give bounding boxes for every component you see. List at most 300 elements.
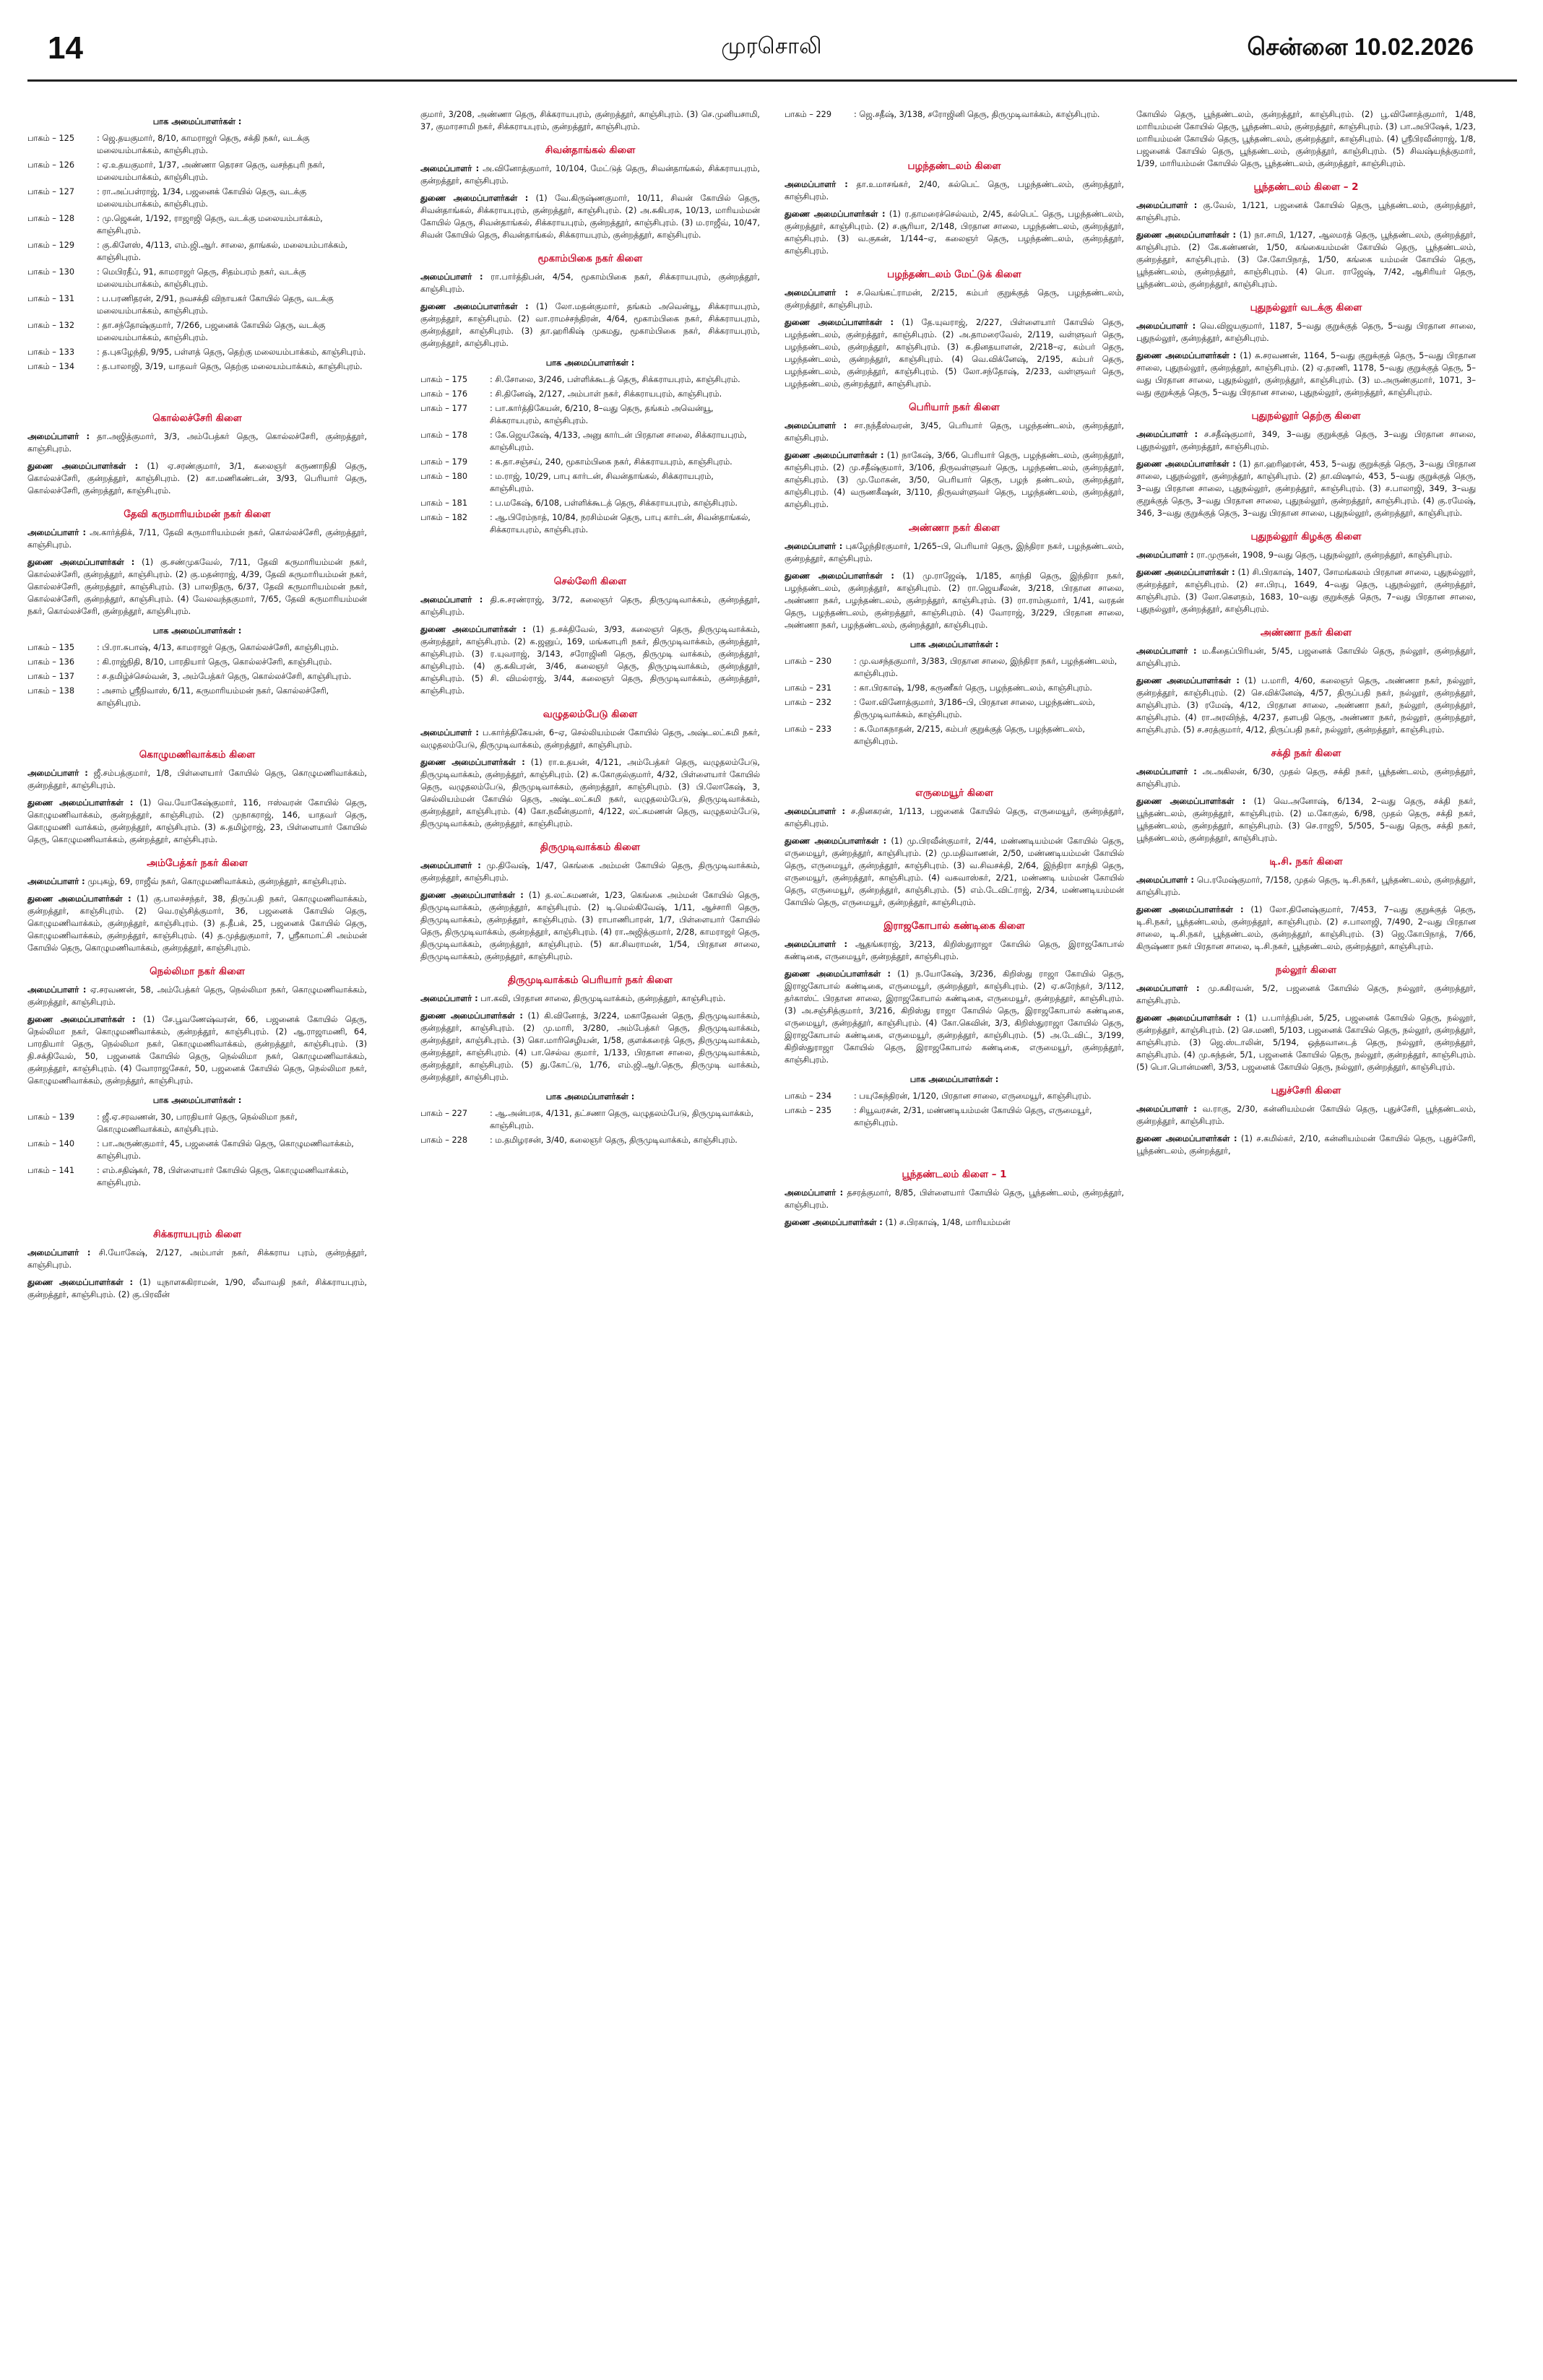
member-entry bbox=[1136, 874, 1476, 899]
booth-entry: : க.மோகநாதன், 2/215, கம்பர் குறுக்குத் தெரு, பழந்தண்டலம், காஞ்சிபுரம். bbox=[854, 724, 1085, 746]
booth-row bbox=[27, 212, 367, 237]
role-label: துணை அமைப்பாளர்கள் : bbox=[27, 798, 134, 808]
booth-entry: : மெபிரதீப், 91, காமராஜர் தெரு, சிதம்பரம் நகர், வடக்கு மலையம்பாக்கம், காஞ்சிபுரம். bbox=[97, 267, 306, 289]
entry-text: சா.நந்தீஸ்வரன், 3/45, பெரியார் தெரு, பழந்தண்டலம், குன்றத்தூர், காஞ்சிபுரம். bbox=[785, 421, 1124, 443]
booth-number: பாகம் – 133 bbox=[27, 347, 75, 357]
subsection-heading: பாக அமைப்பாளர்கள் : bbox=[152, 1096, 242, 1105]
booth-number: பாகம் – 233 bbox=[785, 724, 832, 734]
member-entry bbox=[27, 875, 367, 888]
booth-row bbox=[785, 696, 1124, 721]
branch-heading: பழந்தண்டலம் மேட்டுக் கிளை bbox=[887, 269, 1021, 280]
branch-heading: பெரியார் நகர் கிளை bbox=[909, 402, 1000, 413]
entry-text: மு.திவேஷ், 1/47, கெங்கை அம்மன் கோயில் தெரு, திருமுடிவாக்கம், குன்றத்தூர், காஞ்சிபுரம். bbox=[420, 861, 760, 883]
role-label: அமைப்பாளர் : bbox=[785, 940, 848, 949]
booth-number: பாகம் – 230 bbox=[785, 657, 832, 666]
booth-row bbox=[420, 429, 760, 454]
booth-number: பாகம் – 235 bbox=[785, 1106, 832, 1115]
booth-number: பாகம் – 129 bbox=[27, 241, 75, 250]
entry-text: ச.சதீஷ்குமார், 349, 3–வது குறுக்குத் தெரு, 3–வது பிரதான சாலை, புதுநல்லூர், குன்றத்தூர், காஞ்சிபுரம். bbox=[1136, 430, 1476, 451]
booth-row bbox=[27, 132, 367, 157]
entry-text: அ.வினோத்குமார், 10/104, மேட்டுத் தெரு, சிவன்தாங்கல், சிக்கராயபுரம், குன்றத்தூர், காஞ்சிபுரம். bbox=[420, 164, 760, 186]
entry-text: வெ.விஜயகுமார், 1187, 5–வது குறுக்குத் தெரு, 5–வது பிரதான சாலை, புதுநல்லூர், குன்றத்தூர், காஞ்சிபுரம். bbox=[1136, 321, 1476, 343]
masthead bbox=[0, 0, 1543, 90]
booth-row bbox=[785, 723, 1124, 748]
booth-entry: : எம்.சதிஷ்கர், 78, பிள்ளையார் கோயில் தெரு, கொழுமணிவாக்கம், காஞ்சிபுரம். bbox=[97, 1166, 349, 1187]
booth-row bbox=[27, 266, 367, 290]
booth-entry: : கா.பிரகாஷ், 1/98, கருணீகர் தெரு, பழந்தண்டலம், காஞ்சிபுரம். bbox=[854, 683, 1092, 693]
booth-number: பாகம் – 227 bbox=[420, 1109, 468, 1118]
booth-row bbox=[27, 293, 367, 317]
role-label: துணை அமைப்பாளர்கள் : bbox=[785, 209, 886, 219]
entry-text: வ.ராகு, 2/30, கன்னியம்மன் கோயில் தெரு, புதுச்சேரி, பூந்தண்டலம், குன்றத்தூர், காஞ்சிபுரம். bbox=[1136, 1104, 1476, 1126]
booth-entry: : ஜெ.தயகுமார், 8/10, காமராஜர் தெரு, சக்தி நகர், வடக்கு மலையம்பாக்கம், காஞ்சிபுரம். bbox=[97, 134, 310, 155]
entry-text: ரா.முருகன், 1908, 9–வது தெரு, புதுநல்லூர், குன்றத்தூர், காஞ்சிபுரம். bbox=[1193, 550, 1453, 560]
entry-text: (1) சி.பிரகாஷ், 1407, சோமங்கலம் பிரதான சாலை, புதுநல்லூர், குன்றத்தூர், காஞ்சிபுரம். (2) சா.பிரபு, 1649, 4–வது தெரு, புதுநல்லூர், குன்றத்தூர், காஞ்சிபுரம். (3) லோ.கௌதம், 1683, 10–வது குறுக்குத் தெரு, 7–வது பிரதான சாலை, புதுநல்லூர், குன்றத்தூர், காஞ்சிபுரம். bbox=[1136, 568, 1476, 614]
entry-text: (1) நா.சாமி, 1/127, ஆலமரத் தெரு, பூந்தண்டலம், குன்றத்தூர், காஞ்சிபுரம். (2) கே.கண்ணன், 1/50, கங்கையம்மன் கோயில் தெரு, பூந்தண்டலம், குன்றத்தூர், காஞ்சிபுரம். (3) சே.கோபிநாத், 1/50, கங்கை யம்மன் கோயில் தெரு, பூந்தண்டலம், குன்றத்தூர், காஞ்சிபுரம். (4) பொ. ராஜேஷ், 7/42, ஆசிரியர் தெரு, பூந்தண்டலம், குன்றத்தூர், காஞ்சிபுரம். bbox=[1136, 230, 1476, 289]
role-label: அமைப்பாளர் : bbox=[785, 542, 843, 551]
booth-row bbox=[27, 641, 367, 654]
booth-entry: : ரா.அப்பள்ராஜ், 1/34, பஜனைக் கோயில் தெரு, வடக்கு மலையம்பாக்கம், காஞ்சிபுரம். bbox=[97, 187, 306, 209]
member-entry bbox=[1136, 428, 1476, 453]
member-entry bbox=[1136, 1103, 1476, 1128]
booth-number: பாகம் – 135 bbox=[27, 643, 75, 652]
role-label: அமைப்பாளர் : bbox=[420, 728, 479, 737]
booth-number: பாகம் – 128 bbox=[27, 214, 75, 223]
member-entry bbox=[1136, 766, 1476, 790]
booth-row bbox=[27, 360, 367, 373]
role-label: துணை அமைப்பாளர்கள் : bbox=[1136, 1134, 1237, 1143]
booth-row bbox=[785, 682, 1124, 694]
booth-row bbox=[27, 1138, 367, 1162]
role-label: அமைப்பாளர் : bbox=[420, 994, 478, 1003]
entry-text: ஏ.சரவணன், 58, அம்பேத்கர் தெரு, நெல்லிமா நகர், கொழுமணிவாக்கம், குன்றத்தூர், காஞ்சிபுரம். bbox=[27, 985, 367, 1007]
booth-row bbox=[785, 108, 1124, 121]
booth-number: பாகம் – 182 bbox=[420, 513, 468, 522]
booth-entry: : கு.கிளேஸ், 4/113, எம்.ஜி.ஆர். சாலை, தாங்கல், மலையம்பாக்கம், காஞ்சிபுரம். bbox=[97, 241, 348, 262]
member-entry bbox=[785, 178, 1124, 203]
booth-entry: : சி.சோலை, 3/246, பள்ளிக்கூடத் தெரு, சிக்கராயபுரம், காஞ்சிபுரம். bbox=[490, 375, 740, 384]
booth-row bbox=[27, 186, 367, 210]
branch-heading: புதுச்சேரி கிளை bbox=[1271, 1085, 1341, 1096]
booth-entry: : ம.தமிழரசன், 3/40, கலைஞர் தெரு, திருமுடிவாக்கம், காஞ்சிபுரம். bbox=[490, 1135, 738, 1145]
column-2 bbox=[420, 108, 760, 2366]
role-label: துணை அமைப்பாளர்கள் : bbox=[785, 969, 891, 979]
member-entry bbox=[420, 594, 760, 618]
member-entry bbox=[1136, 904, 1476, 953]
spacer bbox=[420, 538, 760, 564]
entry-text: குமார், 3/208, அண்ணா தெரு, சிக்கராயபுரம், குன்றத்தூர், காஞ்சிபுரம். (3) செ.முனியசாமி, 37, குமாரசாமி நகர், சிக்கராயபுரம், குன்றத்தூர், காஞ்சிபுரம். bbox=[420, 110, 760, 131]
booth-row bbox=[27, 346, 367, 358]
header-rule bbox=[27, 79, 1517, 82]
branch-heading: இராஜகோபால் கண்டிகை கிளை bbox=[883, 920, 1025, 932]
booth-number: பாகம் – 231 bbox=[785, 683, 832, 693]
entry-text: ம.கீதைப்பிரியன், 5/45, பஜனைக் கோயில் தெரு, நல்லூர், குன்றத்தூர், காஞ்சிபுரம். bbox=[1136, 646, 1476, 668]
member-entry bbox=[1136, 1133, 1476, 1157]
entry-text: சி.யோகேஷ், 2/127, அம்பாள் நகர், சிக்கராய புரம், குன்றத்தூர், காஞ்சிபுரம். bbox=[27, 1248, 367, 1270]
booth-number: பாகம் – 139 bbox=[27, 1112, 75, 1122]
entry-text: ரா.பார்த்திபன், 4/54, மூகாம்பிகை நகர், சிக்கராயபுரம், குன்றத்தூர், காஞ்சிபுரம். bbox=[420, 272, 760, 294]
entry-text: (1) யுநாளசுகிராமன், 1/90, லீவாவதி நகர், சிக்கராயபுரம், குன்றத்தூர், காஞ்சிபுரம். (2) கு.பிரவீன் bbox=[27, 1278, 367, 1299]
role-label: அமைப்பாளர் : bbox=[1136, 984, 1200, 993]
member-entry bbox=[27, 767, 367, 792]
booth-entry: : ஆ.பிரேம்நாத், 10/84, நரசிம்மன் தெரு, பாபு கார்டன், சிவன்தாங்கல், சிக்கராயபுரம், காஞ்சிபுரம். bbox=[490, 513, 751, 535]
entry-text: (1) மு.பிரவீன்குமார், 2/44, மண்ணடியம்மன் கோயில் தெரு, எருமையூர், குன்றத்தூர், காஞ்சிபுரம். (2) மு.மதிவாணன், 2/50, மண்ணடியம்மன் கோயில் தெரு, எருமையூர், குன்றத்தூர், காஞ்சிபுரம். (3) வ.சிவசக்தி, 2/64, இந்திரா காந்தி தெரு, எருமையூர், குன்றத்தூர், காஞ்சிபுரம். (4) வகவாஸ்கர், 2/21, மண்ணடி யம்மன் கோயில் தெரு, எருமையூர், குன்றத்தூர், காஞ்சிபுரம். (5) எம்.டேவிட்ராஜ், 2/34, மண்ணடியம்மன் கோயில் தெரு, எருமையூர், குன்றத்தூர், காஞ்சிபுரம். bbox=[785, 836, 1124, 907]
role-label: அமைப்பாளர் : bbox=[1136, 550, 1194, 560]
member-entry bbox=[785, 570, 1124, 631]
booth-entry: : கே.ஜெயகேஷ், 4/133, அனு கார்டன் பிரதான சாலை, சிக்கராயபுரம், காஞ்சிபுரம். bbox=[490, 430, 747, 452]
member-entry bbox=[27, 1276, 367, 1301]
entry-text: (1) ந.யோகேஷ், 3/236, கிறிஸ்து ராஜா கோயில் தெரு, இராஜகோபால் கண்டிகை, எருமையூர், குன்றத்தூர், காஞ்சிபுரம். (2) ஏ.சுரேந்தர், 3/112, தர்காஸ்ட் பிரதான சாலை, இராஜகோபால் கண்டிகை, எருமையூர், குன்றத்தூர், காஞ்சிபுரம். (3) அ.சஞ்சித்குமார், 3/216, கிறிஸ்து ராஜா கோயில் தெரு, இராஜகோபால் கண்டிகை, எருமையூர், குன்றத்தூர், காஞ்சிபுரம். (4) கோ.கெவின், 3/3, கிறிஸ்துராஜா கோயில் தெரு, இராஜகோபால் கண்டிகை, எருமையூர், குன்றத்தூர், காஞ்சிபுரம். (5) அ.டேவிட், 3/199, கிறிஸ்துராஜா கோயில் தெரு, இராஜகோபால் கண்டிகை, எருமையூர், குன்றத்தூர், காஞ்சிபுரம். bbox=[785, 969, 1124, 1065]
member-entry bbox=[420, 1010, 760, 1083]
member-entry bbox=[1136, 108, 1476, 170]
booth-number: பாகம் – 178 bbox=[420, 430, 468, 440]
branch-heading: சிவன்தாங்கல் கிளை bbox=[545, 144, 636, 156]
member-entry bbox=[1136, 458, 1476, 519]
branch-heading: நல்லூர் கிளை bbox=[1275, 964, 1337, 976]
column-4 bbox=[1136, 108, 1476, 2366]
role-label: துணை அமைப்பாளர்கள் : bbox=[420, 194, 529, 203]
member-entry bbox=[785, 316, 1124, 390]
booth-number: பாகம் – 127 bbox=[27, 187, 75, 196]
booth-entry: : ப.மகேஷ், 6/108, பள்ளிக்கூடத் தெரு, சிக்கராயபுரம், காஞ்சிபுரம். bbox=[490, 498, 738, 508]
page-number: 14 bbox=[48, 30, 83, 66]
role-label: அமைப்பாளர் : bbox=[420, 595, 483, 605]
booth-row bbox=[27, 1164, 367, 1189]
member-entry bbox=[27, 797, 367, 846]
entry-text: (1) கி.வினோத், 3/224, மகாதேவன் தெரு, திருமுடிவாக்கம், குன்றத்தூர், காஞ்சிபுரம். (2) மு.மாரி, 3/280, அம்பேத்கர் தெரு, திருமுடிவாக்கம், குன்றத்தூர், காஞ்சிபுரம். (3) கொ.மாரிசெழியன், 1/58, குளக்கரைத் தெரு, திருமுடிவாக்கம், குன்றத்தூர், காஞ்சிபுரம். (4) பா.செல்வ குமார், 1/133, பிரதான சாலை, திருமுடிவாக்கம், குன்றத்தூர், காஞ்சிபுரம். (5) து.கோட்டு, 1/76, எம்.ஜி.ஆர்.தெரு, திருமுடி வாக்கம், குன்றத்தூர், காஞ்சிபுரம். bbox=[420, 1011, 760, 1082]
role-label: துணை அமைப்பாளர்கள் : bbox=[785, 836, 887, 846]
member-entry bbox=[420, 163, 760, 187]
member-entry bbox=[1136, 982, 1476, 1007]
booth-row bbox=[420, 456, 760, 468]
role-label: அமைப்பாளர் : bbox=[785, 180, 848, 189]
role-label: துணை அமைப்பாளர்கள் : bbox=[420, 758, 525, 767]
entry-text: பெ.ரமேஷ்குமார், 7/158, முதல் தெரு, டி.சி.நகர், பூந்தண்டலம், குன்றத்தூர், காஞ்சிபுரம். bbox=[1136, 875, 1476, 897]
booth-row bbox=[420, 1107, 760, 1132]
branch-heading: வழுதலம்பேடு கிளை bbox=[543, 709, 638, 720]
booth-row bbox=[27, 685, 367, 709]
subsection-heading: பாக அமைப்பாளர்கள் : bbox=[545, 1092, 635, 1102]
booth-entry: : த.புகழேந்தி, 9/95, பள்ளத் தெரு, தெற்கு மலையம்பாக்கம், காஞ்சிபுரம். bbox=[97, 347, 366, 357]
entry-text: (1) லோ.தினேஷ்குமார், 7/453, 7–வது குறுக்குத் தெரு, டி.சி.நகர், பூந்தண்டலம், குன்றத்தூர், காஞ்சிபுரம். (2) ச.பாலாஜி, 7/490, 2–வது பிரதான சாலை, டி.சி.நகர், பூந்தண்டலம், குன்றத்தூர், காஞ்சிபுரம். (3) ஜெ.கோபிநாத், 7/66, கிருஷ்ணா நகர் பிரதான சாலை, டி.சி.நகர், பூந்தண்டலம், குன்றத்தூர், காஞ்சிபுரம். bbox=[1136, 905, 1476, 951]
booth-entry: : ஏ.உதயகுமார், 1/37, அண்ணா தெரசா தெரு, வசந்தபுரி நகர், மலையம்பாக்கம், காஞ்சிபுரம். bbox=[97, 160, 325, 182]
booth-entry: : பா.கார்த்திகேயன், 6/210, 8–வது தெரு, தங்கம் அவென்யூ, சிக்கராயபுரம், காஞ்சிபுரம். bbox=[490, 404, 714, 425]
role-label: அமைப்பாளர் : bbox=[27, 432, 90, 441]
entry-text: அ.கார்த்திக், 7/11, தேவி கருமாரியம்மன் நகர், கொல்லச்சேரி, குன்றத்தூர், காஞ்சிபுரம். bbox=[27, 528, 367, 550]
booth-row bbox=[27, 656, 367, 668]
member-entry bbox=[785, 938, 1124, 963]
member-entry bbox=[785, 805, 1124, 830]
booth-number: பாகம் – 137 bbox=[27, 672, 75, 681]
booth-row bbox=[420, 497, 760, 509]
role-label: அமைப்பாளர் : bbox=[1136, 321, 1196, 331]
booth-entry: : பா.அருண்குமார், 45, பஜனைக் கோயில் தெரு, கொழுமணிவாக்கம், காஞ்சிபுரம். bbox=[97, 1139, 354, 1161]
newspaper-title: முரசொலி bbox=[721, 33, 822, 59]
booth-number: பாகம் – 234 bbox=[785, 1091, 832, 1101]
member-entry bbox=[785, 449, 1124, 511]
role-label: அமைப்பாளர் : bbox=[27, 769, 88, 778]
booth-entry: : பி.ரா.சுபாஷ், 4/13, காமராஜர் தெரு, கொல்லச்சேரி, காஞ்சிபுரம். bbox=[97, 643, 339, 652]
role-label: துணை அமைப்பாளர்கள் : bbox=[1136, 676, 1240, 685]
member-entry bbox=[27, 1247, 367, 1271]
booth-row bbox=[420, 511, 760, 536]
member-entry bbox=[785, 968, 1124, 1066]
role-label: துணை அமைப்பாளர்கள் : bbox=[27, 1015, 136, 1024]
entry-text: புகழேந்திரகுமார், 1/265–பி, பெரியார் தெரு, இந்திரா நகர், பழந்தண்டலம், குன்றத்தூர், காஞ்சிபுரம். bbox=[785, 542, 1124, 563]
member-entry bbox=[420, 300, 760, 350]
booth-number: பாகம் – 228 bbox=[420, 1135, 468, 1145]
booth-entry: : ம.ராஜ், 10/29, பாபு கார்டன், சிவன்தாங்கல், சிக்கராயபுரம், காஞ்சிபுரம். bbox=[490, 472, 714, 493]
booth-number: பாகம் – 125 bbox=[27, 134, 75, 143]
member-entry bbox=[420, 889, 760, 963]
subsection-heading: பாக அமைப்பாளர்கள் : bbox=[152, 117, 242, 126]
role-label: அமைப்பாளர் : bbox=[27, 1248, 91, 1258]
role-label: துணை அமைப்பாளர்கள் : bbox=[1136, 797, 1246, 806]
entry-text: (1) லோ.மதன்குமார், தங்கம் அவென்யூ, சிக்கராயபுரம், குன்றத்தூர், காஞ்சிபுரம். (2) வா.ராமச்சந்திரன், 4/64, மூகாம்பிகை நகர், சிக்கராயபுரம், குன்றத்தூர், காஞ்சிபுரம். (3) தா.ஹரிகிஷ் முகமது, மூகாம்பிகை நகர், சிக்கராயபுரம், குன்றத்தூர், காஞ்சிபுரம். bbox=[420, 302, 760, 348]
role-label: அமைப்பாளர் : bbox=[420, 861, 481, 870]
role-label: அமைப்பாளர் : bbox=[1136, 767, 1197, 776]
entry-text: ஜீ.சம்பத்குமார், 1/8, பிள்ளையார் கோயில் தெரு, கொழுமணிவாக்கம், குன்றத்தூர், காஞ்சிபுரம். bbox=[27, 769, 367, 790]
role-label: அமைப்பாளர் : bbox=[1136, 201, 1198, 210]
booth-row bbox=[785, 1104, 1124, 1129]
column-1 bbox=[27, 108, 367, 2366]
entry-text: பா.கவி, பிரதான சாலை, திருமுடிவாக்கம், குன்றத்தூர், காஞ்சிபுரம். bbox=[477, 994, 726, 1003]
booth-entry: : மு.ஜெகன், 1/192, ராஜாஜி தெரு, வடக்கு மலையம்பாக்கம், காஞ்சிபுரம். bbox=[97, 214, 323, 235]
booth-entry: : பயுகேந்திரன், 1/120, பிரதான சாலை, எருமையூர், காஞ்சிபுரம். bbox=[854, 1091, 1092, 1101]
branch-heading: புதுநல்லூர் தெற்கு கிளை bbox=[1251, 410, 1361, 422]
subsection-heading: பாக அமைப்பாளர்கள் : bbox=[909, 1075, 999, 1084]
branch-heading: நெல்லிமா நகர் கிளை bbox=[150, 966, 245, 977]
booth-number: பாகம் – 176 bbox=[420, 389, 468, 399]
member-entry bbox=[785, 540, 1124, 565]
role-label: துணை அமைப்பாளர்கள் : bbox=[420, 302, 529, 311]
booth-row bbox=[27, 670, 367, 683]
role-label: துணை அமைப்பாளர்கள் : bbox=[785, 451, 884, 460]
entry-text: (1) ப.மாரி, 4/60, கலைஞர் தெரு, அண்ணா நகர், நல்லூர், குன்றத்தூர், காஞ்சிபுரம். (2) செ.விக்னேஷ், 4/57, திருப்பதி நகர், நல்லூர், குன்றத்தூர், காஞ்சிபுரம். (3) ரமேஷ், 4/12, பிரதான சாலை, அண்ணா நகர், நல்லூர், குன்றத்தூர், காஞ்சிபுரம். (4) ரா.அரவிந்த், 4/237, தளபதி தெரு, அண்ணா நகர், நல்லூர், குன்றத்தூர், காஞ்சிபுரம். (5) ச.சரத்குமார், 4/12, திருப்பதி நகர், நல்லூர், குன்றத்தூர், காஞ்சிபுரம். bbox=[1136, 676, 1476, 735]
entry-text: (1) வெ.அனோஷ், 6/134, 2–வது தெரு, சக்தி நகர், பூந்தண்டலம், குன்றத்தூர், காஞ்சிபுரம். (2) ம.கோகுல், 6/98, முதல் தெரு, சக்தி நகர், பூந்தண்டலம், குன்றத்தூர், காஞ்சிபுரம். (3) செ.ராஜூ, 5/505, 5–வது தெரு, சக்தி நகர், பூந்தண்டலம், குன்றத்தூர், காஞ்சிபுரம். bbox=[1136, 797, 1476, 843]
booth-entry: : அசாம் ஸ்ரீநிவாஸ், 6/11, கருமாரியம்மன் நகர், கொல்லச்சேரி, காஞ்சிபுரம். bbox=[97, 686, 329, 708]
member-entry bbox=[785, 1216, 1124, 1229]
member-entry bbox=[1136, 795, 1476, 844]
entry-text: (1) கு.சண்முகவேல், 7/11, தேவி கருமாரியம்மன் நகர், கொல்லச்சேரி, குன்றத்தூர், காஞ்சிபுரம். (2) கு.மதன்ராஜ், 4/39, தேவி கருமாரியம்மன் நகர், கொல்லச்சேரி, குன்றத்தூர், காஞ்சிபுரம். (3) பாலநிதரு, 6/37, தேவி கருமாரியம்மன் நகர், கொல்லச்சேரி, குன்றத்தூர், காஞ்சிபுரம். (4) வேலவந்தகுமார், 7/65, தேவி கருமாரியம்மன் நகர், கொல்லச்சேரி, குன்றத்தூர், காஞ்சிபுரம். bbox=[27, 558, 367, 616]
branch-heading: சிக்கராயபுரம் கிளை bbox=[152, 1229, 242, 1240]
branch-heading: எருமையூர் கிளை bbox=[915, 787, 993, 799]
booth-entry: : கி.ராஜ்நிதி, 8/10, பாரதியார் தெரு, கொல்லச்சேரி, காஞ்சிபுரம். bbox=[97, 657, 332, 667]
booth-number: பாகம் – 141 bbox=[27, 1166, 75, 1175]
role-label: துணை அமைப்பாளர்கள் : bbox=[785, 1218, 883, 1227]
branch-heading: திருமுடிவாக்கம் பெரியார் நகர் கிளை bbox=[508, 974, 673, 986]
booth-row bbox=[785, 1090, 1124, 1102]
subsection-heading: பாக அமைப்பாளர்கள் : bbox=[152, 626, 242, 636]
booth-number: பாகம் – 179 bbox=[420, 457, 468, 467]
entry-text: ச.தினகரன், 1/113, பஜனைக் கோயில் தெரு, எருமையூர், குன்றத்தூர், காஞ்சிபுரம். bbox=[785, 807, 1124, 828]
entry-text: (1) ச.பிரகாஷ், 1/48, மாரியம்மன் bbox=[882, 1218, 1011, 1227]
role-label: துணை அமைப்பாளர்கள் : bbox=[1136, 568, 1235, 577]
spacer bbox=[27, 375, 367, 401]
member-entry bbox=[27, 556, 367, 618]
entry-text: முபுகழ், 69, ராஜீவ் நகர், கொழுமணிவாக்கம், குன்றத்தூர், காஞ்சிபுரம். bbox=[85, 877, 347, 886]
branch-heading: செல்லேரி கிளை bbox=[553, 576, 627, 587]
booth-number: பாகம் – 175 bbox=[420, 375, 468, 384]
entry-text: (1) ரா.உதயன், 4/121, அம்பேத்கர் தெரு, வழுதலம்பேடு, திருமுடிவாக்கம், குன்றத்தூர், காஞ்சிபுரம். (2) சு.கோகுல்குமார், 4/32, பிள்ளையார் கோயில் தெரு, வழுதலம்பேடு, திருமுடிவாக்கம், குன்றத்தூர், காஞ்சிபுரம். (3) பி.லோகேஷ், 3, செல்லியம்மன் கோயில் தெரு, அஷ்டலட்சுமி நகர், வழுதலம்பேடு, திருமுடிவாக்கம், குன்றத்தூர், காஞ்சிபுரம். (4) கோ.நவீன்குமார், 4/122, லட்சுமணன் தெரு, வழுதலம்பேடு, திருமுடிவாக்கம், குன்றத்தூர், காஞ்சிபுரம். bbox=[420, 758, 760, 828]
role-label: துணை அமைப்பாளர்கள் : bbox=[1136, 351, 1237, 360]
booth-row bbox=[420, 388, 760, 400]
entry-text: (1) ச.கமில்கர், 2/10, கன்னியம்மன் கோயில் தெரு, புதுச்சேரி, பூந்தண்டலம், குன்றத்தூர், bbox=[1136, 1134, 1476, 1156]
booth-entry: : ஆ.அன்பரசு, 4/131, தட்சணா தெரு, வழுதலம்பேடு, திருமுடிவாக்கம், காஞ்சிபுரம். bbox=[490, 1109, 754, 1130]
entry-text: (1) மு.ராஜேஷ், 1/185, காந்தி தெரு, இந்திரா நகர், பழந்தண்டலம், குன்றத்தூர், காஞ்சிபுரம். (2) ரா.ஜெயசீலன், 3/218, பிரதான சாலை, அண்ணா நகர், பழந்தண்டலம், குன்றத்தூர், காஞ்சிபுரம். (3) ரா.ராம்குமார், 1/41, வரதன் தெரு, பழந்தண்டலம், குன்றத்தூர், காஞ்சிபுரம். (4) வோராஜ், 3/229, பிரதான சாலை, அண்ணா நகர், பழந்தண்டலம், குன்றத்தூர், காஞ்சிபுரம். bbox=[785, 571, 1124, 630]
spacer bbox=[785, 123, 1124, 149]
column-3 bbox=[785, 108, 1124, 2366]
entry-text: (1) சே.பூவணேஷ்வரன், 66, பஜனைக் கோயில் தெரு, நெல்லிமா நகர், கொழுமணிவாக்கம், குன்றத்தூர், காஞ்சிபுரம். (2) ஆ.ராஜாமணி, 64, பாரதியார் தெரு, நெல்லிமா நகர், கொழுமணிவாக்கம், குன்றத்தூர், காஞ்சிபுரம். (3) தி.சக்திவேல், 50, பஜனைக் கோயில் தெரு, நெல்லிமா நகர், கொழுமணிவாக்கம், குன்றத்தூர், காஞ்சிபுரம். (4) வோராஜசேகர், 50, பஜனைக் கோயில் தெரு, நெல்லிமா நகர், கொழுமணிவாக்கம், குன்றத்தூர், காஞ்சிபுரம். bbox=[27, 1015, 367, 1086]
branch-heading: திருமுடிவாக்கம் கிளை bbox=[540, 841, 641, 853]
member-entry bbox=[27, 460, 367, 497]
edition-date: சென்னை 10.02.2026 bbox=[1247, 33, 1474, 60]
role-label: அமைப்பாளர் : bbox=[785, 1188, 844, 1198]
role-label: அமைப்பாளர் : bbox=[1136, 1104, 1197, 1114]
role-label: துணை அமைப்பாளர்கள் : bbox=[1136, 230, 1237, 240]
role-label: துணை அமைப்பாளர்கள் : bbox=[420, 1011, 523, 1021]
member-entry bbox=[1136, 549, 1476, 561]
member-entry bbox=[420, 727, 760, 751]
branch-heading: பழந்தண்டலம் கிளை bbox=[907, 160, 1001, 172]
booth-entry: : ப.பரணிதரன், 2/91, நவசக்தி விநாயகர் கோயில் தெரு, வடக்கு மலையம்பாக்கம், காஞ்சிபுரம். bbox=[97, 294, 334, 316]
branch-heading: அம்பேத்கர் நகர் கிளை bbox=[147, 857, 248, 869]
booth-entry: : த.பாலாஜி, 3/19, யாதவர் தெரு, தெற்கு மலையம்பாக்கம், காஞ்சிபுரம். bbox=[97, 362, 363, 371]
role-label: அமைப்பாளர் : bbox=[1136, 430, 1198, 439]
member-entry bbox=[1136, 566, 1476, 615]
branch-heading: அண்ணா நகர் கிளை bbox=[1260, 627, 1352, 639]
booth-row bbox=[420, 470, 760, 495]
entry-text: தசரத்குமார், 8/85, பிள்ளையார் கோயில் தெரு, பூந்தண்டலம், குன்றத்தூர், காஞ்சிபுரம். bbox=[785, 1188, 1124, 1210]
role-label: துணை அமைப்பாளர்கள் : bbox=[27, 462, 139, 471]
entry-text: ச.வெங்கட்ராமன், 2/215, கம்பர் குறுக்குத் தெரு, பழந்தண்டலம், குன்றத்தூர், காஞ்சிபுரம். bbox=[785, 288, 1124, 310]
role-label: துணை அமைப்பாளர்கள் : bbox=[1136, 459, 1236, 469]
booth-row bbox=[27, 159, 367, 183]
member-entry bbox=[785, 287, 1124, 311]
member-entry bbox=[1136, 645, 1476, 670]
member-entry bbox=[785, 208, 1124, 257]
booth-number: பாகம் – 136 bbox=[27, 657, 75, 667]
booth-row bbox=[420, 402, 760, 427]
member-entry bbox=[1136, 675, 1476, 736]
member-entry bbox=[420, 192, 760, 241]
entry-text: (1) ப.பார்த்திபன், 5/25, பஜனைக் கோயில் தெரு, நல்லூர், குன்றத்தூர், காஞ்சிபுரம். (2) செ.மணி, 5/103, பஜனைக் கோயில் தெரு, நல்லூர், குன்றத்தூர், காஞ்சிபுரம். (3) ஜெ.ஸ்டாலின், 5/194, ஒத்தவாடைத் தெரு, நல்லூர், குன்றத்தூர், காஞ்சிபுரம். (4) மு.சுந்தன், 5/1, பஜனைக் கோயில் தெரு, நல்லூர், குன்றத்தூர், காஞ்சிபுரம். (5) பொ.பொன்மணி, 3/53, பஜனைக் கோயில் தெரு, நல்லூர், குன்றத்தூர், காஞ்சிபுரம். bbox=[1136, 1013, 1476, 1072]
branch-heading: சக்தி நகர் கிளை bbox=[1271, 748, 1341, 759]
role-label: துணை அமைப்பாளர்கள் : bbox=[420, 891, 524, 900]
booth-row bbox=[420, 373, 760, 386]
role-label: அமைப்பாளர் : bbox=[420, 272, 483, 282]
entry-text: (1) கு.பாலச்சந்தர், 38, திருப்பதி நகர், கொழுமணிவாக்கம், குன்றத்தூர், காஞ்சிபுரம். (2) வெ.ரஞ்சித்குமார், 36, பஜனைக் கோயில் தெரு, கொழுமணிவாக்கம், குன்றத்தூர், காஞ்சிபுரம். (3) த.தீபக், 25, பஜனைக் கோயில் தெரு, கொழுமணிவாக்கம், குன்றத்தூர், காஞ்சிபுரம். (4) த.முத்துகுமார், 7, ஸ்ரீகாமாட்சி அம்மன் கோயில் தெரு, கொழுமணிவாக்கம், குன்றத்தூர், காஞ்சிபுரம். bbox=[27, 894, 367, 953]
booth-number: பாகம் – 181 bbox=[420, 498, 468, 508]
role-label: துணை அமைப்பாளர்கள் : bbox=[27, 1278, 134, 1287]
entry-text: (1) தா.ஹரிஹரன், 453, 5–வது குறுக்குத் தெரு, 3–வது பிரதான சாலை, புதுநல்லூர், குன்றத்தூர், காஞ்சிபுரம். (2) தா.விஷால், 453, 5–வது குறுக்குத் தெரு, 3–வது பிரதான சாலை, புதுநல்லூர், குன்றத்தூர், காஞ்சிபுரம். (3) ச.பாலாஜி, 349, 3–வது குறுக்குத் தெரு, 3–வது பிரதான சாலை, புதுநல்லூர், குன்றத்தூர், காஞ்சிபுரம். (4) கு.ரமேஷ், 346, 3–வது குறுக்குத் தெரு, 3–வது பிரதான சாலை, புதுநல்லூர், குன்றத்தூர், காஞ்சிபுரம். bbox=[1136, 459, 1476, 518]
booth-row bbox=[27, 1111, 367, 1135]
member-entry bbox=[1136, 320, 1476, 345]
role-label: துணை அமைப்பாளர்கள் : bbox=[1136, 905, 1244, 914]
booth-entry: : க.தா.சஞ்சய், 240, மூகாம்பிகை நகர், சிக்கராயபுரம், காஞ்சிபுரம். bbox=[490, 457, 732, 467]
member-entry bbox=[1136, 1012, 1476, 1073]
booth-row bbox=[785, 655, 1124, 680]
booth-number: பாகம் – 229 bbox=[785, 110, 832, 119]
booth-entry: : தா.சந்தோஷ்குமார், 7/266, பஜனைக் கோயில் தெரு, வடக்கு மலையம்பாக்கம், காஞ்சிபுரம். bbox=[97, 321, 326, 342]
booth-number: பாகம் – 138 bbox=[27, 686, 75, 696]
role-label: துணை அமைப்பாளர்கள் : bbox=[785, 318, 894, 327]
booth-number: பாகம் – 177 bbox=[420, 404, 468, 413]
booth-number: பாகம் – 130 bbox=[27, 267, 75, 277]
entry-text: ப.கார்த்திகேயன், 6–ஏ, செல்லியம்மன் கோயில் தெரு, அஷ்டலட்சுமி நகர், வழுதலம்பேடு, திருமுடிவாக்கம், குன்றத்தூர், காஞ்சிபுரம். bbox=[420, 728, 760, 750]
entry-text: கு.வேல், 1/121, பஜனைக் கோயில் தெரு, பூந்தண்டலம், குன்றத்தூர், காஞ்சிபுரம். bbox=[1136, 201, 1476, 222]
entry-text: மு.சுகிரவன், 5/2, பஜனைக் கோயில் தெரு, நல்லூர், குன்றத்தூர், காஞ்சிபுரம். bbox=[1136, 984, 1476, 1005]
subsection-heading: பாக அமைப்பாளர்கள் : bbox=[545, 358, 635, 368]
booth-row bbox=[27, 319, 367, 344]
entry-text: தி.சு.சரண்ராஜ், 3/72, கலைஞர் தெரு, திருமுடிவாக்கம், குன்றத்தூர், காஞ்சிபுரம். bbox=[420, 595, 760, 617]
booth-number: பாகம் – 232 bbox=[785, 698, 832, 707]
role-label: துணை அமைப்பாளர்கள் : bbox=[785, 571, 894, 581]
role-label: அமைப்பாளர் : bbox=[1136, 646, 1197, 656]
entry-text: ஆதங்கராஜ், 3/213, கிறிஸ்துராஜா கோயில் தெரு, இராஜகோபால் கண்டிகை, எருமையூர், குன்றத்தூர், காஞ்சிபுரம். bbox=[785, 940, 1124, 961]
member-entry bbox=[1136, 350, 1476, 399]
spacer bbox=[27, 1191, 367, 1217]
entry-text: (1) வெ.யோகேஷ்குமார், 116, ஈஸ்வரன் கோயில் தெரு, கொழுமணிவாக்கம், குன்றத்தூர், காஞ்சிபுரம். (2) முநாகராஜ், 146, யாதவர் தெரு, கொழுமணி வாக்கம், குன்றத்தூர், காஞ்சிபுரம். (3) சு.தமிழ்ராஜ், 23, பிள்ளையார் கோயில் தெரு, கொழுமணிவாக்கம், குன்றத்தூர், காஞ்சிபுரம். bbox=[27, 798, 367, 844]
entry-text: (1) தே.யுவராஜ், 2/227, பிள்ளையார் கோயில் தெரு, பழந்தண்டலம், குன்றத்தூர், காஞ்சிபுரம். (2) அ.தாமரைவேல், 2/119, வள்ளுவர் தெரு, பழந்தண்டலம், குன்றத்தூர், காஞ்சிபுரம். (3) சு.தினதயாளன், 2/218–ஏ, கம்பர் தெரு, பழந்தண்டலம், குன்றத்தூர், காஞ்சிபுரம். (4) வெ.விக்னேஷ், 2/195, கம்பர் தெரு, பழந்தண்டலம், குன்றத்தூர், காஞ்சிபுரம். (5) லோ.சந்தோஷ், 2/233, வள்ளுவர் தெரு, பழந்தண்டலம், குன்றத்தூர், காஞ்சிபுரம். bbox=[785, 318, 1124, 389]
entry-text: (1) ர.தாமரைச்செல்வம், 2/45, கல்பெட் தெரு, பழந்தண்டலம், குன்றத்தூர், காஞ்சிபுரம். (2) ச.சூரியா, 2/148, பிரதான சாலை, பழந்தண்டலம், குன்றத்தூர், காஞ்சிபுரம். (3) வ.குகன், 1/144–ஏ, கலைஞர் தெரு, பழந்தண்டலம், குன்றத்தூர், காஞ்சிபுரம். bbox=[785, 209, 1124, 256]
booth-entry: : ஜீ.ஏ.சரவணன், 30, பாரதியார் தெரு, நெல்லிமா நகர், கொழுமணிவாக்கம், காஞ்சிபுரம். bbox=[97, 1112, 298, 1134]
member-entry bbox=[420, 756, 760, 830]
entry-text: (1) ஏ.சரண்குமார், 3/1, கலைஞர் கருணாநிதி தெரு, கொல்லச்சேரி, குன்றத்தூர், காஞ்சிபுரம். (2) கா.மணிகண்டன், 3/93, பெரியார் தெரு, கொல்லச்சேரி, குன்றத்தூர், காஞ்சிபுரம். bbox=[27, 462, 367, 496]
role-label: அமைப்பாளர் : bbox=[785, 288, 849, 298]
branch-heading: புதுநல்லூர் வடக்கு கிளை bbox=[1250, 302, 1362, 313]
member-entry bbox=[1136, 199, 1476, 224]
member-entry bbox=[27, 527, 367, 551]
entry-text: (1) சு.சரவணன், 1164, 5–வது குறுக்குத் தெரு, 5–வது பிரதான சாலை, புதுநல்லூர், குன்றத்தூர், காஞ்சிபுரம். (2) ஏ.தரணி, 1178, 5–வது குறுக்குத் தெரு, 5–வது பிரதான சாலை, புதுநல்லூர், குன்றத்தூர், காஞ்சிபுரம். (3) ம.அருண்குமார், 1071, 3–வது குறுக்குத் தெரு, 5–வது பிரதான சாலை, புதுநல்லூர், குன்றத்தூர், காஞ்சிபுரம். bbox=[1136, 351, 1476, 397]
booth-row bbox=[420, 1134, 760, 1146]
booth-entry: : மு.வசந்தகுமார், 3/383, பிரதான சாலை, இந்திரா நகர், பழந்தண்டலம், காஞ்சிபுரம். bbox=[854, 657, 1118, 678]
booth-number: பாகம் – 131 bbox=[27, 294, 75, 303]
booth-row bbox=[27, 239, 367, 264]
subsection-heading: பாக அமைப்பாளர்கள் : bbox=[909, 640, 999, 649]
member-entry bbox=[27, 1013, 367, 1087]
branch-heading: மூகாம்பிகை நகர் கிளை bbox=[537, 253, 643, 264]
member-entry bbox=[420, 623, 760, 697]
spacer bbox=[27, 711, 367, 737]
booth-number: பாகம் – 180 bbox=[420, 472, 468, 481]
role-label: துணை அமைப்பாளர்கள் : bbox=[27, 558, 135, 567]
role-label: அமைப்பாளர் : bbox=[1136, 875, 1194, 885]
member-entry bbox=[1136, 229, 1476, 290]
member-entry bbox=[420, 108, 760, 133]
role-label: அமைப்பாளர் : bbox=[785, 421, 847, 430]
role-label: துணை அமைப்பாளர்கள் : bbox=[420, 625, 527, 634]
branch-heading: பூந்தண்டலம் கிளை – 1 bbox=[902, 1169, 1007, 1180]
role-label: அமைப்பாளர் : bbox=[27, 985, 87, 995]
member-entry bbox=[785, 835, 1124, 909]
booth-entry: : சி.தினேஷ், 2/127, அம்பாள் நகர், சிக்கராயபுரம், காஞ்சிபுரம். bbox=[490, 389, 722, 399]
branch-heading: கொல்லச்சேரி கிளை bbox=[152, 412, 242, 424]
booth-number: பாகம் – 140 bbox=[27, 1139, 75, 1148]
member-entry bbox=[785, 1187, 1124, 1211]
member-entry bbox=[420, 860, 760, 884]
branch-heading: கொழுமணிவாக்கம் கிளை bbox=[139, 749, 256, 761]
entry-text: (1) நாகேஷ், 3/66, பெரியார் தெரு, பழந்தண்டலம், குன்றத்தூர், காஞ்சிபுரம். (2) மு.சதீஷ்குமார், 3/106, திருவள்ளுவர் தெரு, பழந்தண்டலம், குன்றத்தூர், காஞ்சிபுரம். (3) மு.மோகன், 3/50, பெரியார் தெரு, பழந் தண்டலம், குன்றத்தூர், காஞ்சிபுரம். (4) வருணகீஷன், 3/110, திருவள்ளுவர் தெரு, பழந்தண்டலம், குன்றத்தூர், காஞ்சிபுரம். bbox=[785, 451, 1124, 509]
role-label: அமைப்பாளர் : bbox=[420, 164, 480, 173]
entry-text: (1) வே.கிருஷ்ணகுமார், 10/11, சிவன் கோயில் தெரு, சிவன்தாங்கல், சிக்கராயபுரம், குன்றத்தூர், காஞ்சிபுரம். (2) அ.சுகிபரசு, 10/13, மாரியம்மன் கோயில் தெரு, சிவன்தாங்கல், சிக்கராயபுரம், குன்றத்தூர், காஞ்சிபுரம். (3) ம.ராஜீவ், 10/47, சிவன் கோயில் தெரு, சிவன்தாங்கல், சிக்கராயபுரம், குன்றத்தூர், காஞ்சிபுரம். bbox=[420, 194, 760, 240]
role-label: துணை அமைப்பாளர்கள் : bbox=[1136, 1013, 1240, 1023]
member-entry bbox=[420, 992, 760, 1005]
role-label: அமைப்பாளர் : bbox=[785, 807, 846, 816]
booth-entry: : லோ.வினோத்குமார், 3/186–பி, பிரதான சாலை, பழந்தண்டலம், திருமுடிவாக்கம், காஞ்சிபுரம். bbox=[854, 698, 1095, 719]
member-entry bbox=[27, 893, 367, 954]
entry-text: அ.அகிலன், 6/30, முதல் தெரு, சக்தி நகர், பூந்தண்டலம், குன்றத்தூர், காஞ்சிபுரம். bbox=[1136, 767, 1476, 789]
